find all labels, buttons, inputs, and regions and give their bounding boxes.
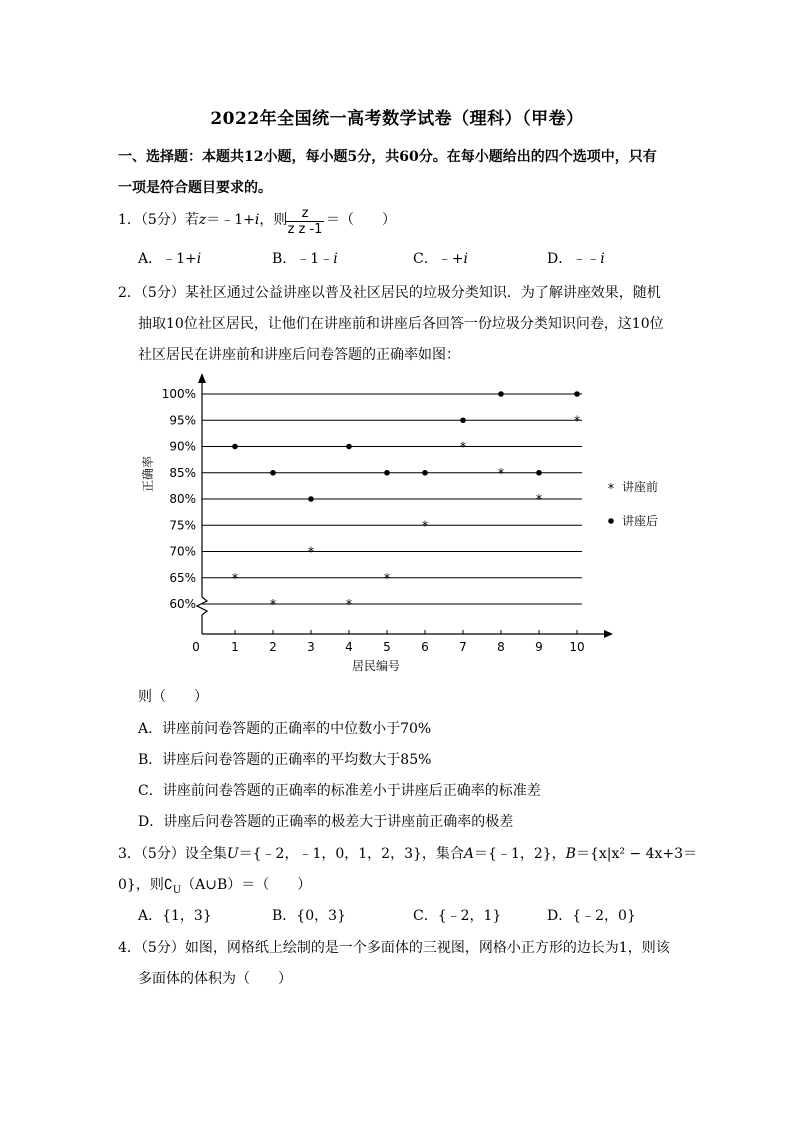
x-tick-label: 6 <box>421 640 429 654</box>
point-before-5: * <box>383 571 391 587</box>
chart-axes <box>197 373 613 638</box>
q3-option-a: A．{1，3} <box>138 908 212 924</box>
q1-var-z: z <box>198 212 207 228</box>
x-tick-label: 4 <box>345 640 353 654</box>
q2-option-a: A．讲座前问卷答题的正确率的中位数小于70% <box>138 721 432 737</box>
point-after-1 <box>232 444 238 450</box>
y-tick-label: 100% <box>161 387 196 401</box>
x-tick-label: 2 <box>269 640 277 654</box>
point-before-9: * <box>535 493 543 508</box>
q1-tail: ＝（ ） <box>326 212 396 228</box>
q2-line3: 社区居民在讲座前和讲座后问卷答题的正确率如图： <box>138 347 460 363</box>
q1-prefix: 1．（5分）若 <box>118 212 199 228</box>
point-before-2: * <box>269 598 277 613</box>
x-tick-label: 8 <box>497 640 505 654</box>
y-axis-arrow <box>198 373 206 383</box>
legend-marker-after <box>608 518 614 524</box>
q3-line2: 0}，则$∁_U(A\cup B)=$（ ） <box>118 877 312 896</box>
q1-var-i: i <box>254 212 260 228</box>
point-after-6 <box>422 470 428 476</box>
chart-points <box>232 391 581 613</box>
point-after-8 <box>498 391 504 397</box>
q3-line1: 3．（5分）设全集U＝{﹣2，﹣1，0，1，2，3}，集合A＝{﹣1，2}，B＝{x|x² − 4x+3＝ <box>118 846 698 862</box>
q2-line2: 抽取10位社区居民，让他们在讲座前和讲座后各回答一份垃圾分类知识问卷，这10位 <box>138 316 664 332</box>
x-tick-label: 1 <box>231 640 239 654</box>
q1-fraction <box>286 206 324 237</box>
y-tick-label: 75% <box>169 518 196 533</box>
point-after-2 <box>270 470 276 476</box>
point-before-7: * <box>459 440 467 456</box>
q1-eq: ＝﹣1+ <box>206 212 255 228</box>
point-before-4: * <box>345 598 353 613</box>
q2-option-d: D．讲座后问卷答题的正确率的极差大于讲座前正确率的极差 <box>138 814 514 830</box>
legend-label-1: 讲座后 <box>622 514 659 528</box>
x-tick-label: 9 <box>535 640 543 654</box>
point-before-8: * <box>497 466 505 482</box>
point-before-6: * <box>421 519 429 535</box>
legend-marker-before: * <box>607 482 615 497</box>
y-tick-label: 85% <box>169 465 196 480</box>
point-after-7 <box>460 417 466 423</box>
q2-option-b: B．讲座后问卷答题的正确率的平均数大于85% <box>138 752 432 768</box>
point-after-5 <box>384 470 390 476</box>
point-before-10: * <box>573 414 581 430</box>
q1-then: ，则 <box>259 212 288 228</box>
y-tick-label: 60% <box>169 597 196 611</box>
point-before-3: * <box>307 545 315 561</box>
x-axis-arrow <box>604 630 613 638</box>
q1-stem <box>118 209 287 229</box>
x-tick-label: 3 <box>307 640 315 654</box>
x-tick-label: 10 <box>569 640 585 654</box>
paper-title: 2022年全国统一高考数学试卷（理科）（甲卷） <box>210 109 584 129</box>
point-after-3 <box>308 496 314 502</box>
q1-option-c: C．﹣+i <box>413 251 468 267</box>
q3-option-c: C．{﹣2，1} <box>413 908 502 924</box>
y-axis-title: 正确率 <box>141 455 155 493</box>
x-tick-label: 7 <box>459 640 467 654</box>
point-after-4 <box>346 444 352 450</box>
q4-line2: 多面体的体积为（ ） <box>138 971 292 987</box>
q2-stem: 则（ ） <box>138 689 208 705</box>
q1-option-d: D．﹣﹣i <box>547 251 605 267</box>
q3-option-b: B．{0，3} <box>272 908 346 924</box>
x-axis-title: 居民编号 <box>351 659 401 673</box>
origin-label: 0 <box>192 640 200 654</box>
point-after-10 <box>574 391 580 397</box>
legend-label-0: 讲座前 <box>622 480 659 494</box>
point-before-1: * <box>231 571 239 587</box>
q1-option-b: B．﹣1﹣i <box>272 251 338 267</box>
q1-fraction-numerator: z <box>286 206 324 222</box>
y-tick-label: 90% <box>169 439 196 454</box>
q3-option-d: D．{﹣2，0} <box>547 908 636 924</box>
q2-line1: 2．（5分）某社区通过公益讲座以普及社区居民的垃圾分类知识．为了解讲座效果，随机 <box>118 285 661 301</box>
accuracy-scatter-chart <box>130 368 690 678</box>
y-axis-break-zigzag <box>197 597 207 615</box>
q2-option-c: C．讲座前问卷答题的正确率的标准差小于讲座后正确率的标准差 <box>138 783 541 799</box>
point-after-9 <box>536 470 542 476</box>
y-tick-label: 80% <box>169 492 196 506</box>
y-tick-label: 70% <box>169 544 196 559</box>
chart-tick-labels <box>140 387 585 673</box>
x-tick-label: 5 <box>383 640 391 654</box>
q1-option-a: A．﹣1+i <box>138 251 202 267</box>
y-tick-label: 65% <box>169 570 196 585</box>
section-heading-line2: 一项是符合题目要求的。 <box>118 180 272 196</box>
y-tick-label: 95% <box>169 413 196 428</box>
section-heading-line1: 一、选择题：本题共12小题，每小题5分，共60分。在每小题给出的四个选项中，只有 <box>118 149 657 165</box>
q4-line1: 4．（5分）如图，网格纸上绘制的是一个多面体的三视图，网格小正方形的边长为1，则该 <box>118 940 670 956</box>
q1-fraction-denominator: z z -1 <box>287 222 323 237</box>
chart-gridlines <box>202 394 582 604</box>
chart-legend <box>608 479 658 528</box>
